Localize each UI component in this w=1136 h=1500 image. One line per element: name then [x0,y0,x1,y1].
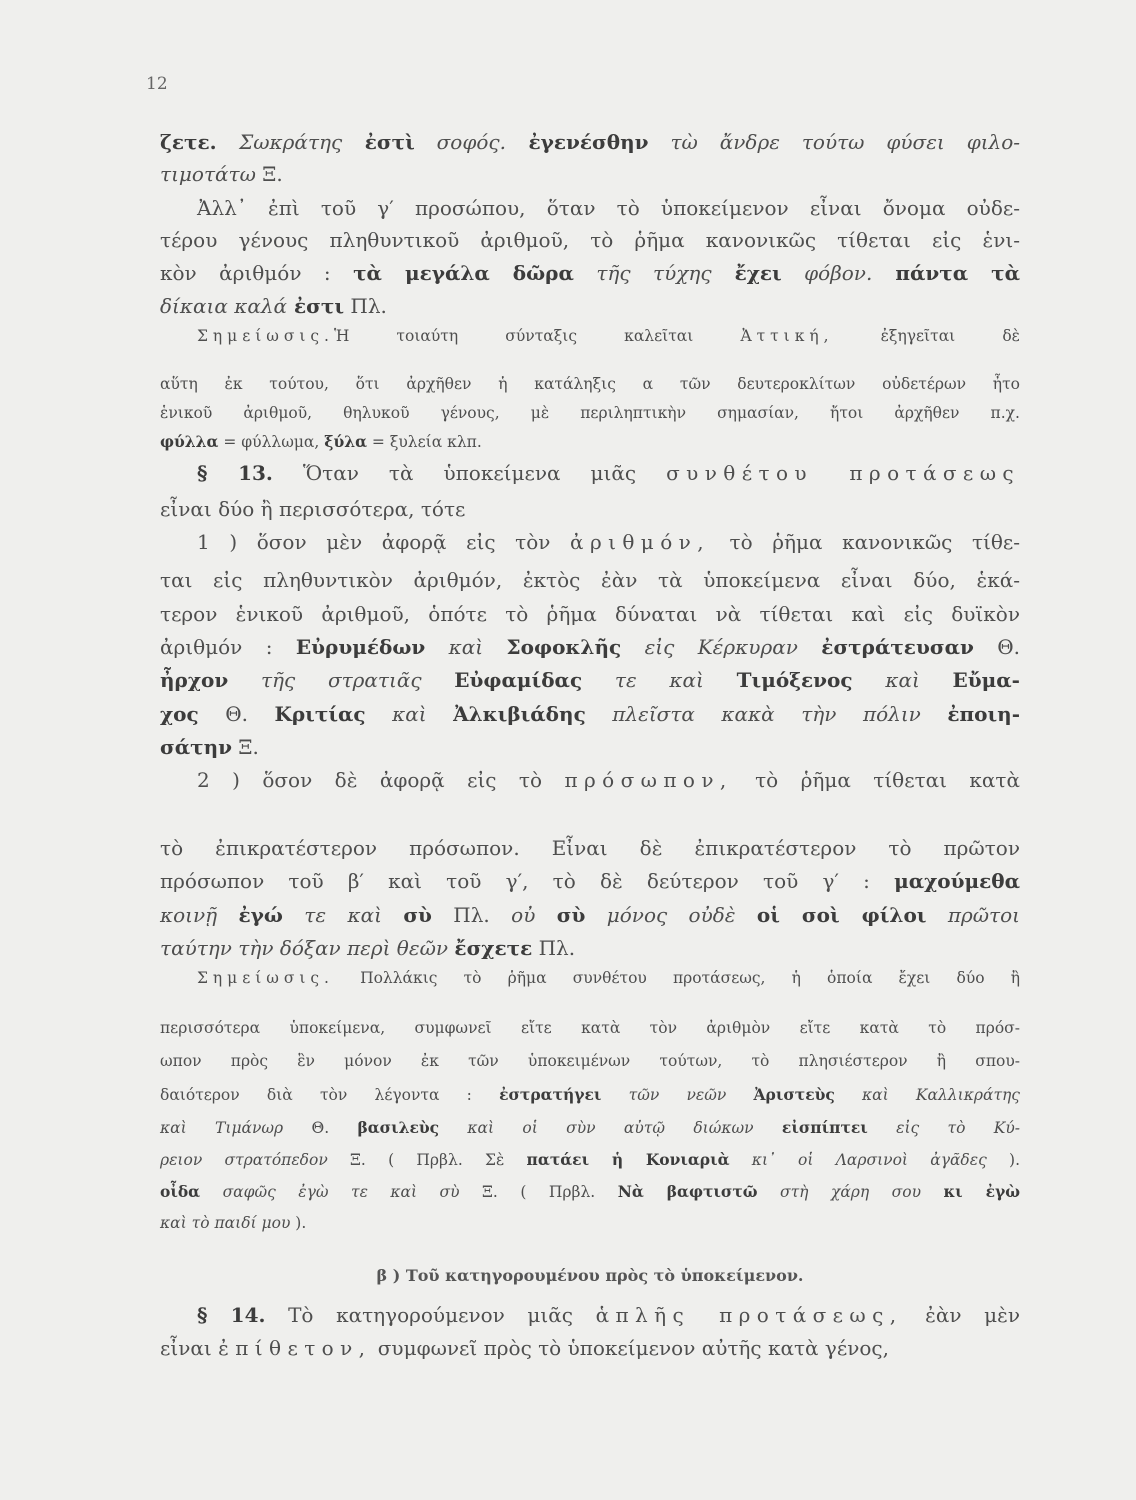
text-line [197,463,1020,483]
italic-text: τιμοτάτω [160,162,256,186]
text-run: Θ. [311,1119,358,1137]
text-line [160,230,1020,250]
note-line [160,406,1020,422]
spaced-text: ἐπίθετον, [218,1336,372,1360]
text-run: εἶναι δύο ἢ περισσότερα, τότε [160,497,466,521]
note-line [197,971,1020,987]
note-line [160,1216,1020,1232]
italic-text: καὶ [852,668,953,692]
spaced-text: Σημείωσις. [197,327,334,345]
text-run: Τὸ κατηγορούμενον μιᾶς [265,1303,596,1327]
bold-text: Σοφοκλῆς [506,635,622,659]
bold-text: § 14. [197,1303,266,1327]
text-line [197,770,1020,790]
bold-text: Ἀλκιβιάδης [453,702,586,726]
italic-text: εἰς Κέρκυραν [621,635,822,659]
text-line [160,132,1020,152]
text-run: Ξ. [255,162,283,186]
bold-text: σάτην [160,735,233,759]
italic-text: δίκαια καλά [160,294,288,318]
italic-text: καὶ τὸ παιδί μου [160,1214,296,1232]
italic-text: κοινῇ [160,903,239,927]
italic-text: σαφῶς ἐγὼ τε καὶ σὺ [200,1183,483,1201]
bold-text: Εὐφαμίδας [454,668,583,692]
text-run: Ξ. ( Πρβλ. Σὲ [350,1151,527,1169]
text-run: περισσότερα ὑποκείμενα, συμφωνεῖ εἴτε κατὰ τὸν ἀριθμὸν εἴτε κατὰ τὸ πρόσ- [160,1019,1020,1037]
text-line [160,263,1020,283]
text-run: ἀριθμόν : [160,635,296,659]
bold-text: κι ἐγὼ [943,1182,1020,1201]
italic-text: καὶ Καλλικράτης [834,1086,1020,1104]
note-line [160,1054,1020,1070]
text-run: ἐὰν μὲν [902,1303,1021,1327]
bold-text: ἐγενέσθην [505,130,649,154]
text-run: πρόσωπον τοῦ β′ καὶ τοῦ γ′, τὸ δὲ δεύτερον τοῦ γ′ : [160,869,895,893]
bold-text: μαχούμεθα [894,869,1020,893]
text-line [160,637,1020,657]
text-run: Ἀλλ᾽ ἐπὶ τοῦ γ′ προσώπου, ὅταν τὸ ὑποκείμενον εἶναι ὄνομα οὐδε- [197,196,1020,220]
text-line [160,905,1020,925]
text-run: ἑνικοῦ ἀριθμοῦ, θηλυκοῦ γένους, μὲ περιληπτικὴν σημασίαν, ἤτοι ἀρχῆθεν π.χ. [160,404,1020,422]
text-line [160,737,1020,757]
italic-text: τὼ ἄνδρε τούτω φύσει φιλο- [648,130,1021,154]
text-run: 2 ) ὅσον δὲ ἀφορᾷ εἰς τὸ [197,768,565,792]
text-line [197,198,1020,218]
text-run: Ξ. ( Πρβλ. [482,1183,618,1201]
bold-text: ἐποιη- [947,702,1021,726]
text-run: κὸν ἀριθμόν : [160,261,354,285]
italic-text: σοφός. [414,130,506,154]
text-run: Πλ. [532,936,576,960]
italic-text: κι᾽ οἱ Λαρσινοὶ ἀγᾶδες [729,1151,987,1169]
bold-text: βασιλεὺς [357,1118,440,1137]
bold-text: χος [160,702,199,726]
bold-text: Τιμόξενος [736,668,853,692]
spaced-text: Ἀττική, [740,327,834,345]
text-run: Ὅταν τὰ ὑποκείμενα μιᾶς [272,461,667,485]
bold-text: ἐστι [287,294,345,318]
text-run: δαιότερον διὰ τὸν λέγοντα : [160,1086,500,1104]
italic-text: τε καὶ [582,668,737,692]
bold-text: Κριτίας [274,702,366,726]
bold-text: Νὰ βαφτιστῶ [617,1182,758,1201]
bold-text: σὺ [556,903,586,927]
italic-text: καὶ Τιμάνωρ [160,1119,312,1137]
italic-text: τῆς στρατιᾶς [228,668,455,692]
text-line [160,670,1020,690]
italic-text: ρειον στρατόπεδον [160,1151,351,1169]
italic-text: φόβον. [781,261,873,285]
text-line [197,1305,1020,1325]
text-run: Ἡ τοιαύτη σύνταξις καλεῖται [333,327,741,345]
text-line [160,871,1020,891]
text-run: 1 ) ὅσον μὲν ἀφορᾷ εἰς τὸν [197,530,571,554]
bold-text: πατάει ἡ Κονιαριὰ [526,1150,730,1169]
bold-text: ἐστράτευσαν [821,635,974,659]
text-run: τὸ ἐπικρατέστερον πρόσωπον. Εἶναι δὲ ἐπικρατέστερον τὸ πρῶτον [160,836,1020,860]
italic-text: καὶ [365,702,454,726]
text-run: τὸ ῥῆμα κανονικῶς τίθε- [709,530,1021,554]
text-run: τερον ἑνικοῦ ἀριθμοῦ, ὁπότε τὸ ῥῆμα δύναται νὰ τίθεται καὶ εἰς δυϊκὸν [160,602,1020,626]
italic-text: Σωκράτης [239,130,343,154]
text-line [160,570,1020,590]
text-run: ἐξηγεῖται δὲ [833,327,1020,345]
italic-text: οὐ [511,903,557,927]
text-run: Ξ. [232,735,259,759]
italic-text: μόνος οὐδὲ [585,903,757,927]
text-line [160,938,1020,958]
text-run: ). [986,1151,1020,1169]
note-line [160,1184,1020,1201]
text-line [160,164,1020,184]
italic-text: καὶ [425,635,507,659]
italic-text: στὴ χάρη σου [757,1183,944,1201]
section-heading [160,1268,1020,1284]
bold-text: ξύλα [324,432,367,451]
bold-text: οἱ σοὶ φίλοι [756,903,927,927]
page-number: 12 [146,74,168,94]
spaced-text: συνθέτου προτάσεως [666,461,1021,485]
bold-text: φύλλα [160,432,219,451]
bold-text: ἐγώ [238,903,283,927]
text-run: τὸ ῥῆμα τίθεται κατὰ [732,768,1020,792]
note-line [160,1021,1020,1037]
bold-text: τὰ μεγάλα δῶρα [353,261,574,285]
text-run: τέρου γένους πληθυντικοῦ ἀριθμοῦ, τὸ ῥῆμα κανονικῶς τίθεται εἰς ἑνι- [160,228,1020,252]
text-run: Θ. [198,702,275,726]
text-line [160,604,1020,624]
text-line [160,838,1020,858]
text-run: Θ. [973,635,1020,659]
italic-text: καὶ οἱ σὺν αὐτῷ διώκων [439,1119,782,1137]
text-run: = φύλλωμα, [218,433,325,451]
spaced-text: ἀριθμόν, [570,530,710,554]
bold-text: ἦρχον [160,668,229,692]
italic-text: τῶν νεῶν [601,1086,754,1104]
bold-text: § 13. [197,461,273,485]
text-run: αὕτη ἐκ τούτου, ὅτι ἀρχῆθεν ἡ κατάληξις α τῶν δευτεροκλίτων οὐδετέρων ἦτο [160,375,1020,393]
bold-text: Εὔμα- [952,668,1020,692]
bold-text: σὺ [403,903,432,927]
text-line [160,704,1020,724]
text-line [160,1338,1020,1358]
text-run: ται εἰς πληθυντικὸν ἀριθμόν, ἐκτὸς ἐὰν τὰ ὑποκείμενα εἶναι δύο, ἑκά- [160,568,1020,592]
spaced-text: ἁπλῆς προτάσεως, [595,1303,903,1327]
text-run: συμφωνεῖ πρὸς τὸ ὑποκείμενον αὐτῆς κατὰ γένος, [371,1336,889,1360]
spaced-text: Σημείωσις. [197,969,334,987]
bold-text: εἰσπίπτει [781,1118,868,1137]
bold-text: οἶδα [160,1182,201,1201]
text-run: = ξυλεία κλπ. [367,433,482,451]
text-line [160,499,1020,519]
bold-text: ἐστὶ [342,130,415,154]
italic-text: εἰς τὸ Κύ- [867,1119,1020,1137]
italic-text: τῆς τύχης [573,261,712,285]
bold-text: ἔχει [711,261,782,285]
note-line [160,377,1020,393]
text-run: ). [295,1214,307,1232]
bold-text: πάντα τὰ [872,261,1021,285]
italic-text: πρῶτοι [926,903,1020,927]
bold-text: ἐστρατήγει [499,1085,602,1104]
text-run: Πλ. [431,903,512,927]
bold-text: Εὐρυμέδων [295,635,426,659]
note-line [160,1087,1020,1104]
note-line [160,1120,1020,1137]
text-line [160,296,1020,316]
text-run: εἶναι [160,1336,219,1360]
note-line [197,329,1020,345]
text-run: ωπον πρὸς ἓν μόνον ἐκ τῶν ὑποκειμένων τούτων, τὸ πλησιέστερον ἢ σπου- [160,1052,1020,1070]
italic-text: ταύτην τὴν δόξαν περὶ θεῶν [160,936,455,960]
note-line [160,434,1020,451]
bold-text: Ἀριστεὺς [753,1085,835,1104]
text-run: Πλ. [344,294,387,318]
text-line [197,532,1020,552]
bold-text: ζετε. [160,130,240,154]
italic-text: πλεῖστα κακὰ τὴν πόλιν [585,702,948,726]
spaced-text: πρόσωπον, [564,768,733,792]
text-run: Πολλάκις τὸ ῥῆμα συνθέτου προτάσεως, ἡ ὁποία ἔχει δύο ἢ [333,969,1020,987]
note-line [160,1152,1020,1169]
bold-text: ἔσχετε [454,936,533,960]
italic-text: τε καὶ [282,903,404,927]
text-run: β ) Τοῦ κατηγορουμένου πρὸς τὸ ὑποκείμενον. [376,1266,804,1285]
